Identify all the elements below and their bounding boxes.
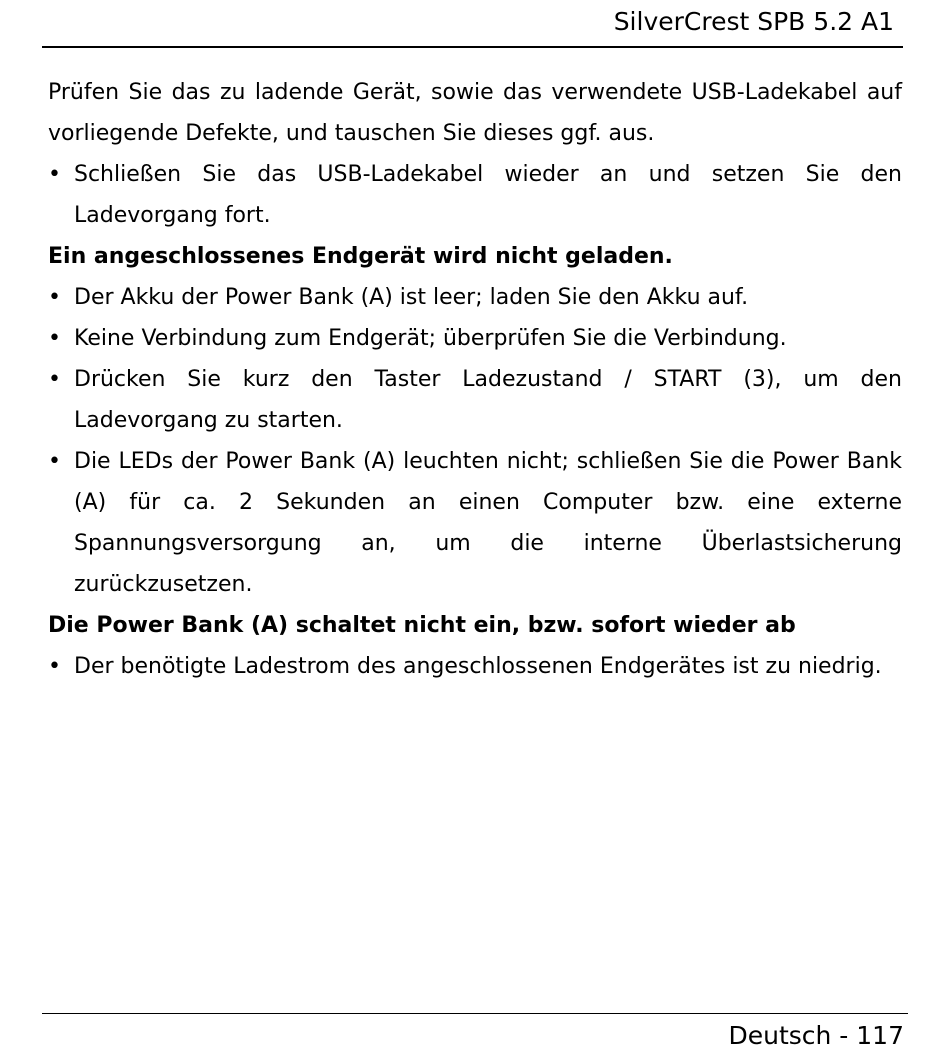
intro-paragraph: Prüfen Sie das zu ladende Gerät, sowie das verwendete USB-Ladekabel auf vorliegende Defekte, und tauschen Sie dieses ggf. aus. bbox=[48, 80, 902, 146]
header-title: SilverCrest SPB 5.2 A1 bbox=[613, 7, 894, 36]
list-item bbox=[48, 318, 902, 359]
list-item-text: Keine Verbindung zum Endgerät; überprüfen Sie die Verbindung. bbox=[74, 326, 787, 351]
page-number: Deutsch - 117 bbox=[728, 1021, 904, 1050]
section-heading-not-charging: Ein angeschlossenes Endgerät wird nicht geladen. bbox=[48, 244, 673, 269]
list-item-text: Schließen Sie das USB-Ladekabel wieder an und setzen Sie den Ladevorgang fort. bbox=[74, 162, 902, 228]
header-divider bbox=[42, 46, 903, 48]
list-item-text: Die LEDs der Power Bank (A) leuchten nicht; schließen Sie die Power Bank (A) für ca. 2 Sekunden an einen Computer bzw. eine externe Spannungsversorgung an, um die interne Überlastsicherung zurückzusetzen. bbox=[74, 449, 902, 597]
section-heading-not-switching-on: Die Power Bank (A) schaltet nicht ein, bzw. sofort wieder ab bbox=[48, 613, 796, 638]
list-item bbox=[48, 359, 902, 441]
list-item-text: Drücken Sie kurz den Taster Ladezustand / START (3), um den Ladevorgang zu starten. bbox=[74, 367, 902, 433]
bullet-icon: • bbox=[48, 654, 61, 679]
list-item bbox=[48, 646, 902, 687]
list-item bbox=[48, 154, 902, 236]
list-item bbox=[48, 277, 902, 318]
list-item-text: Der benötigte Ladestrom des angeschlossenen Endgerätes ist zu niedrig. bbox=[74, 654, 882, 679]
footer-divider bbox=[42, 1013, 908, 1014]
bullet-icon: • bbox=[48, 367, 61, 392]
bullet-icon: • bbox=[48, 326, 61, 351]
page-content bbox=[48, 72, 902, 687]
list-item-text: Der Akku der Power Bank (A) ist leer; laden Sie den Akku auf. bbox=[74, 285, 749, 310]
bullet-icon: • bbox=[48, 285, 61, 310]
list-item bbox=[48, 441, 902, 605]
bullet-icon: • bbox=[48, 449, 61, 474]
bullet-icon: • bbox=[48, 162, 61, 187]
